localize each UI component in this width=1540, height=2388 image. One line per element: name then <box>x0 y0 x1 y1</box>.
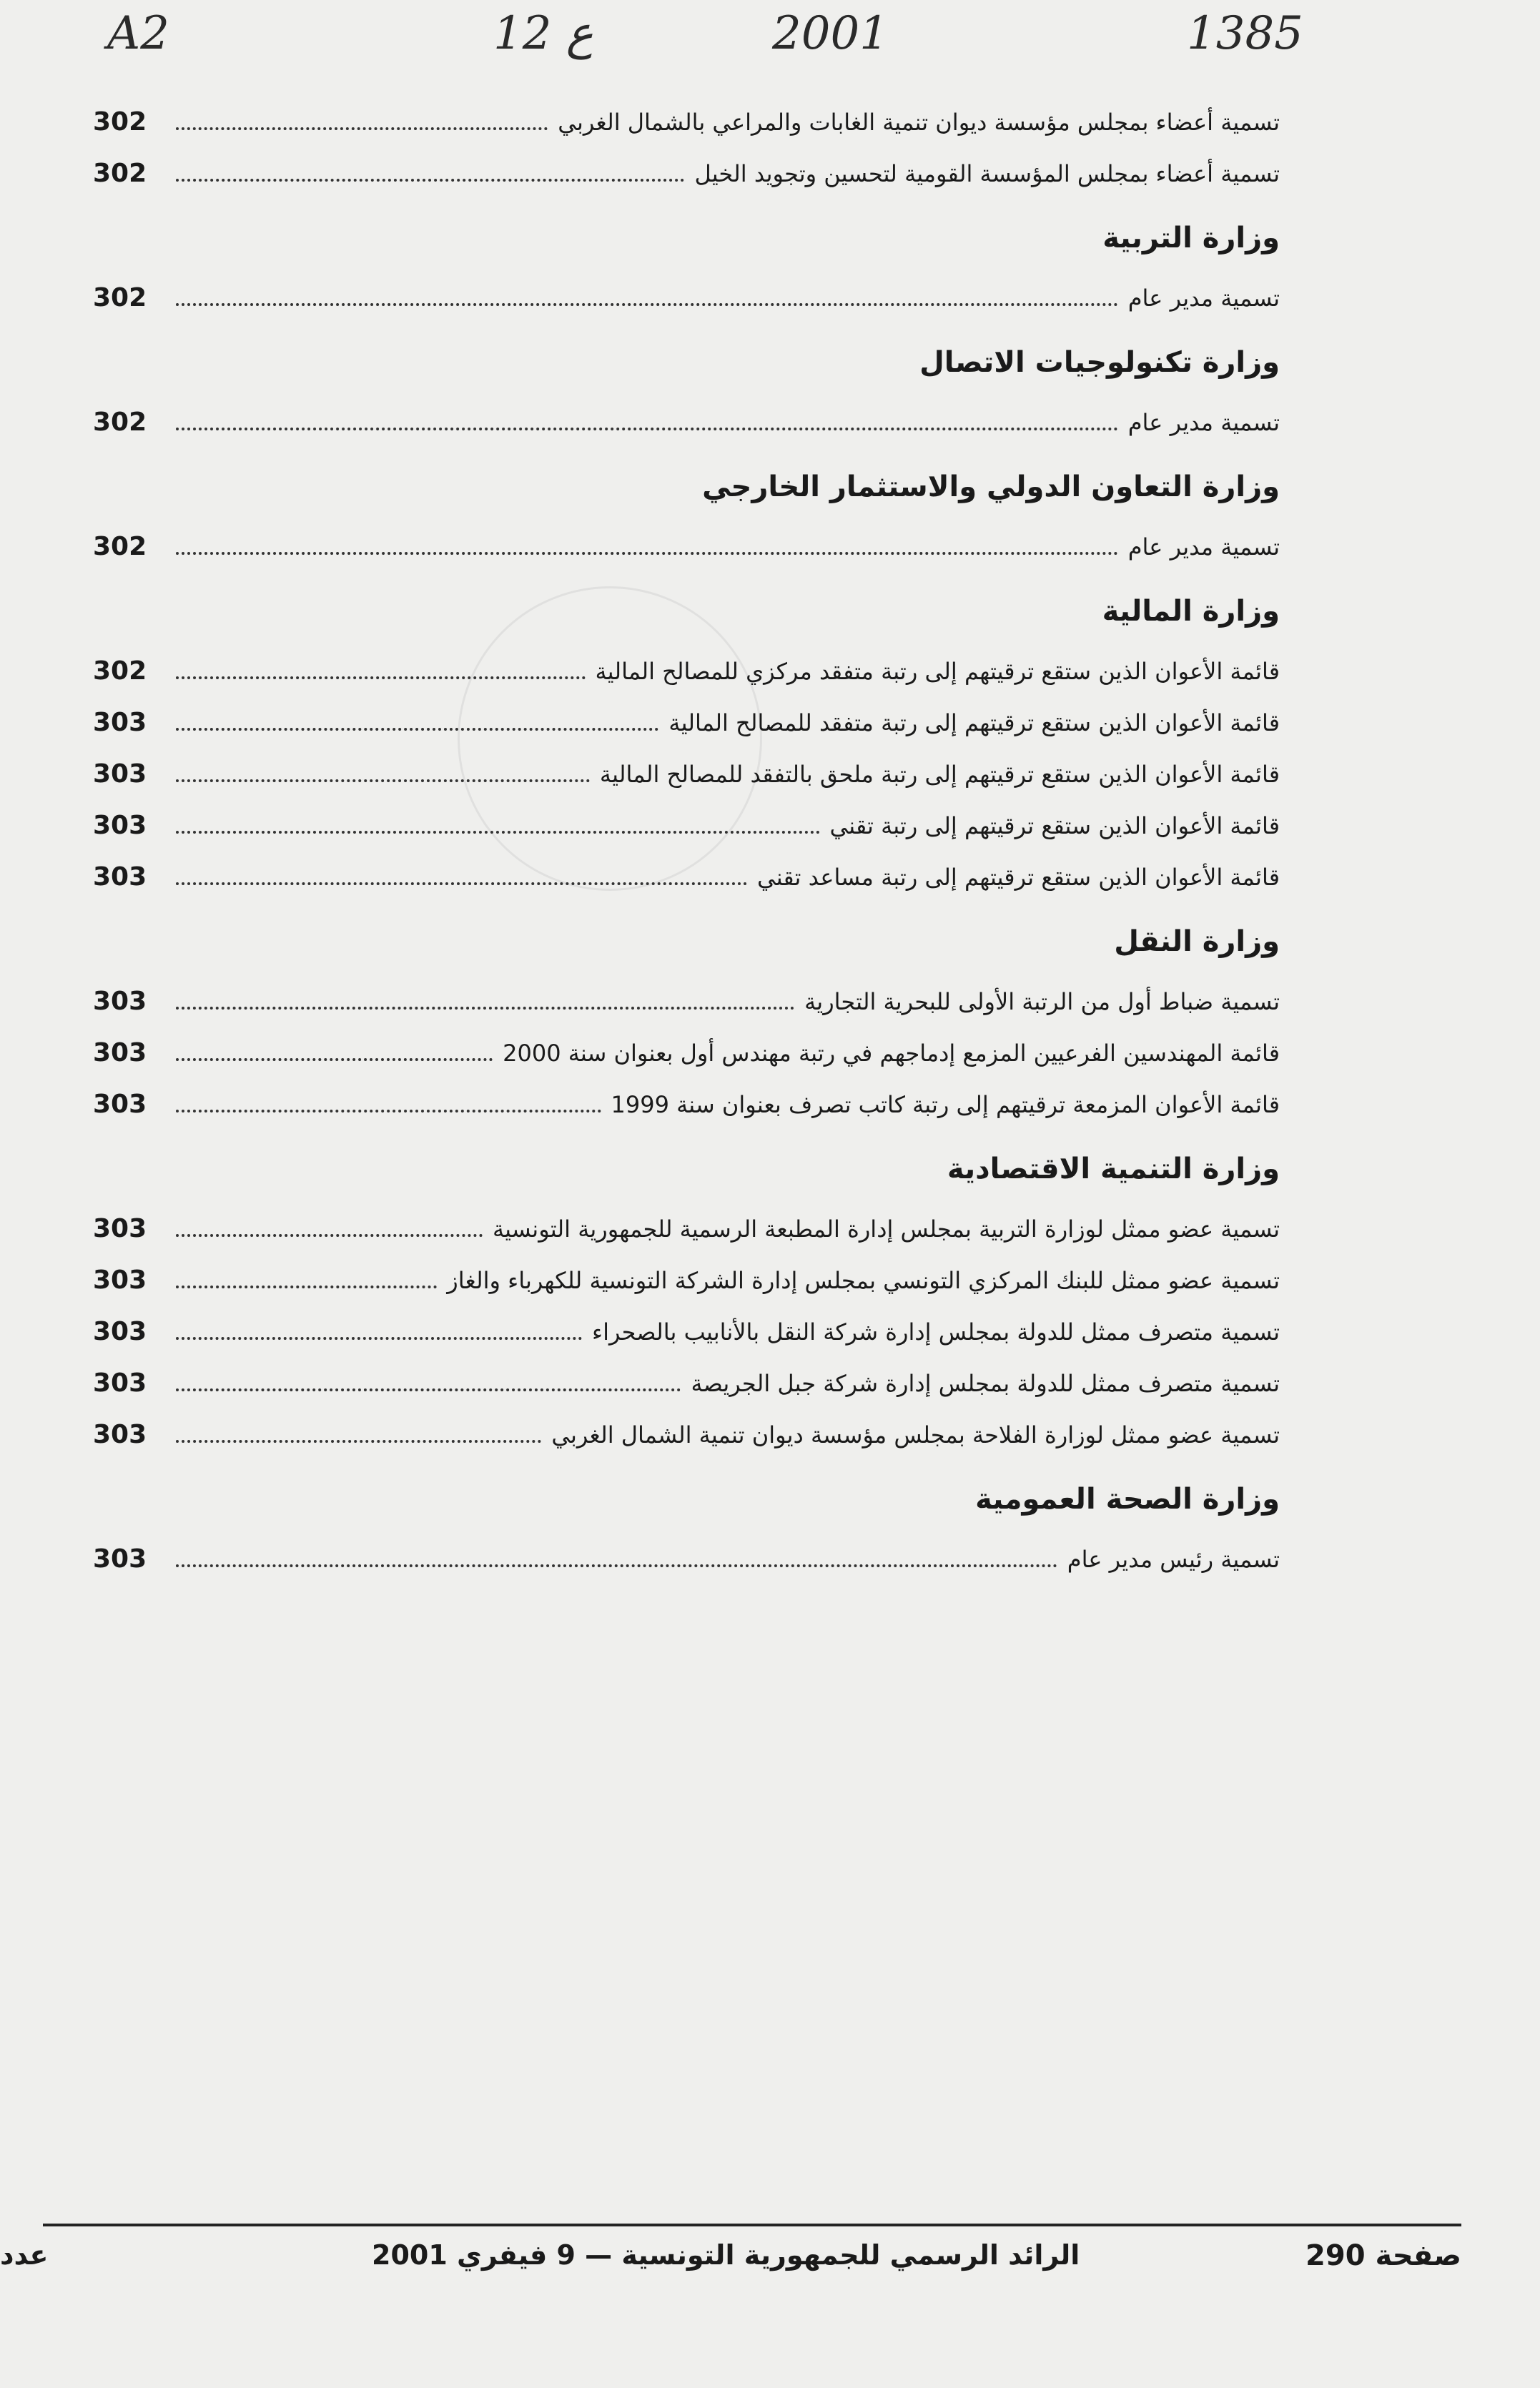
entry-page-number: 303 <box>93 1544 147 1574</box>
entry-page-number: 302 <box>93 656 147 686</box>
dot-leader <box>176 1324 582 1340</box>
dot-leader <box>176 663 586 679</box>
entry-page-number: 303 <box>93 1090 147 1119</box>
section-heading: وزارة التعاون الدولي والاستثمار الخارجي <box>702 470 1280 503</box>
toc-entry <box>93 697 1280 749</box>
entry-page-number: 303 <box>93 1265 147 1295</box>
toc-entry <box>93 800 1280 852</box>
entry-title: تسمية متصرف ممثل للدولة بمجلس إدارة شركة جبل الجريصة <box>691 1370 1280 1397</box>
entry-title: قائمة الأعوان الذين ستقع ترقيتهم إلى رتبة مساعد تقني <box>757 864 1280 891</box>
entry-page-number: 303 <box>93 1317 147 1346</box>
dot-leader <box>176 766 590 782</box>
entry-title: تسمية عضو ممثل للبنك المركزي التونسي بمجلس إدارة الشركة التونسية للكهرباء والغاز <box>447 1267 1280 1294</box>
toc-entry <box>93 521 1280 573</box>
toc-section <box>93 218 1280 324</box>
toc-entry <box>93 1409 1280 1461</box>
entry-title: تسمية عضو ممثل لوزارة الفلاحة بمجلس مؤسسة ديوان تنمية الشمال الغربي <box>551 1421 1280 1449</box>
entry-title: تسمية ضباط أول من الرتبة الأولى للبحرية التجارية <box>804 988 1280 1015</box>
footer-page-number: صفحة 290 <box>1305 2239 1461 2272</box>
toc-entry <box>93 1255 1280 1306</box>
entry-title: تسمية رئيس مدير عام <box>1067 1546 1280 1573</box>
entry-title: قائمة الأعوان الذين ستقع ترقيتهم إلى رتبة تقني <box>829 812 1280 839</box>
entry-page-number: 303 <box>93 1038 147 1067</box>
entry-title: قائمة الأعوان الذين ستقع ترقيتهم إلى رتبة متفقد مركزي للمصالح المالية <box>595 658 1280 685</box>
section-heading: وزارة المالية <box>1102 595 1280 628</box>
handwritten-mark: 1385 <box>1187 7 1303 60</box>
toc-entry <box>93 148 1280 199</box>
entry-page-number: 302 <box>93 107 147 137</box>
entry-page-number: 303 <box>93 1214 147 1243</box>
section-heading: وزارة النقل <box>1114 925 1280 958</box>
dot-leader <box>176 415 1118 430</box>
entry-title: تسمية أعضاء بمجلس مؤسسة ديوان تنمية الغابات والمراعي بالشمال الغربي <box>558 109 1280 136</box>
dot-leader <box>176 1427 541 1443</box>
toc-section <box>93 591 1280 903</box>
dot-leader <box>176 114 548 130</box>
handwritten-marks <box>0 7 1540 71</box>
toc-entry <box>93 1306 1280 1358</box>
entry-page-number: 303 <box>93 811 147 840</box>
toc-entry <box>93 1027 1280 1079</box>
entry-title: قائمة الأعوان المزمعة ترقيتهم إلى رتبة كاتب تصرف بعنوان سنة 1999 <box>611 1091 1280 1118</box>
section-heading: وزارة التنمية الاقتصادية <box>947 1153 1280 1185</box>
toc-section <box>93 1149 1280 1461</box>
toc-section <box>93 922 1280 1130</box>
handwritten-mark: 2001 <box>772 7 889 60</box>
toc-entry <box>93 646 1280 697</box>
entry-page-number: 302 <box>93 532 147 561</box>
dot-leader <box>176 539 1118 555</box>
entry-title: قائمة الأعوان الذين ستقع ترقيتهم إلى رتبة ملحق بالتفقد للمصالح المالية <box>599 761 1280 788</box>
toc-section <box>93 467 1280 573</box>
toc-section <box>93 97 1280 199</box>
entry-title: تسمية مدير عام <box>1127 285 1280 312</box>
section-heading: وزارة تكنولوجيات الاتصال <box>919 346 1280 379</box>
toc-entry <box>93 1079 1280 1130</box>
dot-leader <box>176 1273 437 1288</box>
entry-title: قائمة الأعوان الذين ستقع ترقيتهم إلى رتبة متفقد للمصالح المالية <box>668 709 1280 736</box>
entry-page-number: 302 <box>93 159 147 188</box>
toc-section <box>93 1479 1280 1585</box>
dot-leader <box>176 994 794 1010</box>
toc-entry <box>93 1203 1280 1255</box>
entry-page-number: 303 <box>93 1368 147 1398</box>
toc-entry <box>93 749 1280 800</box>
dot-leader <box>176 166 684 182</box>
entry-page-number: 303 <box>93 1420 147 1449</box>
table-of-contents <box>93 97 1280 1585</box>
entry-title: تسمية مدير عام <box>1127 533 1280 561</box>
section-heading: وزارة التربية <box>1102 222 1280 255</box>
dot-leader <box>176 1551 1057 1567</box>
entry-title: قائمة المهندسين الفرعيين المزمع إدماجهم في رتبة مهندس أول بعنوان سنة 2000 <box>503 1040 1280 1067</box>
footer-divider <box>43 2224 1461 2226</box>
entry-page-number: 302 <box>93 408 147 437</box>
entry-page-number: 303 <box>93 987 147 1016</box>
dot-leader <box>176 715 658 731</box>
section-heading: وزارة الصحة العمومية <box>975 1483 1280 1516</box>
entry-title: تسمية أعضاء بمجلس المؤسسة القومية لتحسين وتجويد الخيل <box>694 160 1280 187</box>
entry-page-number: 303 <box>93 862 147 892</box>
dot-leader <box>176 1045 493 1061</box>
page-footer <box>0 2224 1540 2309</box>
dot-leader <box>176 1221 483 1237</box>
dot-leader <box>176 1097 601 1112</box>
toc-entry <box>93 397 1280 448</box>
toc-entry <box>93 852 1280 903</box>
entry-title: تسمية مدير عام <box>1127 409 1280 436</box>
entry-page-number: 303 <box>93 708 147 737</box>
dot-leader <box>176 818 820 834</box>
handwritten-mark: A2 <box>107 7 169 60</box>
toc-entry <box>93 1358 1280 1409</box>
footer-publication: الرائد الرسمي للجمهورية التونسية — 9 فيفري 2001 <box>372 2239 1080 2271</box>
dot-leader <box>176 869 747 885</box>
entry-title: تسمية عضو ممثل لوزارة التربية بمجلس إدارة المطبعة الرسمية للجمهورية التونسية <box>492 1215 1280 1243</box>
toc-entry <box>93 272 1280 324</box>
dot-leader <box>176 1376 681 1391</box>
toc-entry <box>93 1534 1280 1585</box>
entry-page-number: 303 <box>93 759 147 789</box>
dot-leader <box>176 290 1118 306</box>
toc-section <box>93 342 1280 448</box>
handwritten-mark: 12 ع <box>493 7 593 60</box>
toc-entry <box>93 97 1280 148</box>
entry-title: تسمية متصرف ممثل للدولة بمجلس إدارة شركة النقل بالأنابيب بالصحراء <box>592 1318 1280 1346</box>
entry-page-number: 302 <box>93 283 147 312</box>
footer-edge-text: عدد <box>0 2239 49 2271</box>
toc-entry <box>93 976 1280 1027</box>
